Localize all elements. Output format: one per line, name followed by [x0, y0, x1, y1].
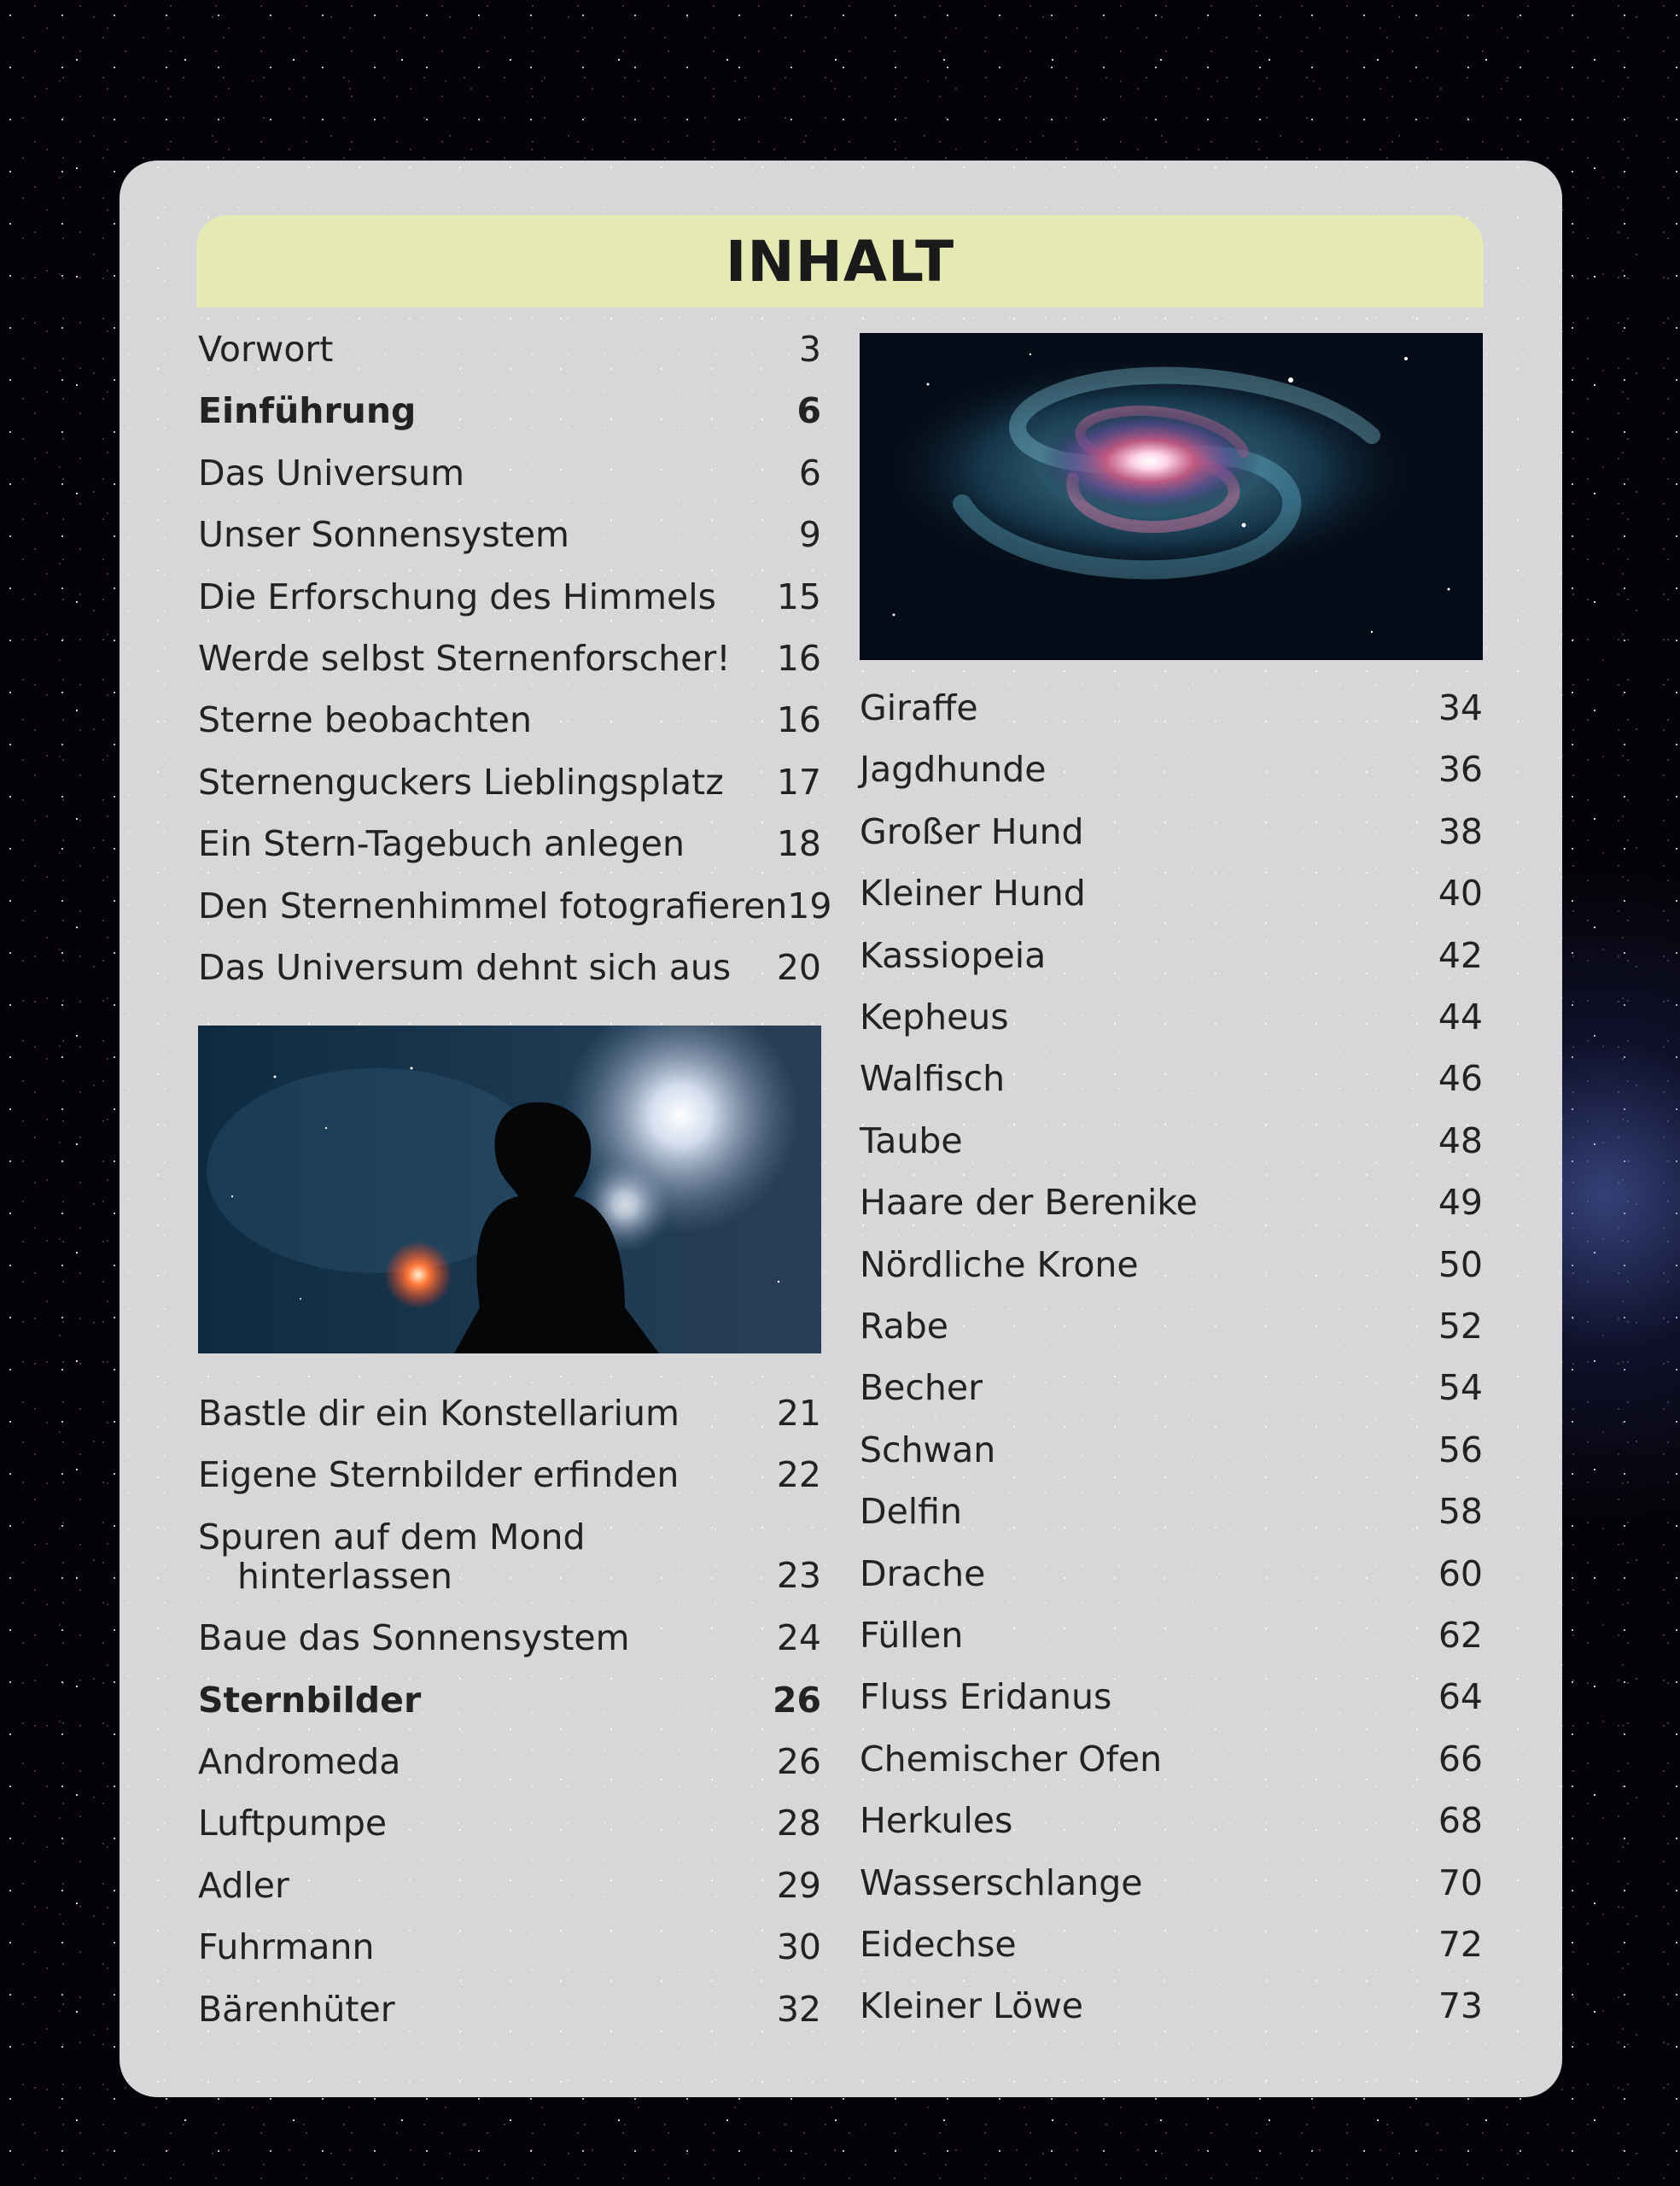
toc-entry-title: Walfisch [860, 1058, 1006, 1100]
toc-entry-title: Werde selbst Sternenforscher! [198, 638, 731, 679]
toc-entry-title: Das Universum dehnt sich aus [198, 947, 732, 988]
toc-entry [860, 681, 1483, 734]
toc-entry-title: Schwan [860, 1429, 996, 1470]
toc-entry-page-number: 21 [776, 1393, 821, 1434]
toc-entry [198, 1859, 821, 1912]
toc-entry-page-number: 28 [776, 1803, 821, 1844]
toc-entry [860, 1238, 1483, 1291]
toc-entry-page-number: 73 [1438, 1985, 1483, 2027]
toc-entry-page-number: 64 [1438, 1676, 1483, 1718]
toc-entry-title: Unser Sonnensystem [198, 514, 569, 556]
toc-entry [198, 693, 821, 746]
toc-entry-title: Die Erforschung des Himmels [198, 576, 716, 617]
toc-entry [198, 323, 821, 376]
toc-entry-title: Becher [860, 1367, 983, 1409]
toc-entry [198, 1611, 821, 1664]
toc-entry-page-number: 42 [1438, 934, 1483, 976]
toc-entry-page-number: 18 [776, 823, 821, 865]
toc-entry [198, 1674, 821, 1727]
toc-entry [860, 1485, 1483, 1538]
toc-entry [198, 1735, 821, 1788]
toc-entry-title: Eigene Sternbilder erfinden [198, 1454, 680, 1496]
toc-entry-page-number: 6 [798, 452, 821, 494]
toc-entry-page-number: 16 [776, 699, 821, 741]
toc-entry-page-number: 30 [776, 1926, 821, 1968]
toc-entry-page-number: 72 [1438, 1924, 1483, 1965]
toc-entry-page-number: 24 [776, 1617, 821, 1659]
toc-entry [860, 1918, 1483, 1971]
toc-entry-page-number: 62 [1438, 1615, 1483, 1656]
toc-entry-page-number: 19 [787, 885, 832, 926]
toc-entry [860, 1733, 1483, 1786]
toc-entry-title: Luftpumpe [198, 1803, 388, 1844]
toc-entry-title: Kleiner Löwe [860, 1985, 1083, 2027]
toc-entry-page-number: 20 [776, 947, 821, 988]
toc-entry [860, 1856, 1483, 1909]
toc-entry [860, 743, 1483, 796]
toc-entry-title: Den Sternenhimmel fotografieren [198, 885, 788, 926]
toc-entry-title: Fuhrmann [198, 1926, 375, 1968]
toc-entry-title: Delfin [860, 1491, 962, 1533]
spiral-galaxy-image [860, 333, 1483, 660]
toc-entry-title: Großer Hund [860, 810, 1084, 852]
toc-entry-title: Wasserschlange [860, 1862, 1143, 1903]
page-title: INHALT [725, 228, 955, 295]
toc-entry-title: Füllen [860, 1615, 964, 1656]
toc-entry-title: Das Universum [198, 452, 465, 494]
toc-entry-title: Eidechse [860, 1924, 1017, 1965]
toc-entry [198, 817, 821, 870]
toc-entry [860, 991, 1483, 1043]
toc-entry-title: Nördliche Krone [860, 1243, 1139, 1285]
toc-entry-title: Einführung [198, 390, 417, 432]
toc-entry-page-number: 6 [796, 390, 821, 432]
toc-entry-title: Rabe [860, 1306, 948, 1347]
toc-entry-page-number: 52 [1438, 1306, 1483, 1347]
toc-entry-title: Fluss Eridanus [860, 1676, 1112, 1718]
toc-entry-title: Bastle dir ein Konstellarium [198, 1393, 680, 1434]
stargazer-silhouette-image [198, 1026, 821, 1353]
toc-entry [860, 1114, 1483, 1167]
toc-entry-page-number: 50 [1438, 1243, 1483, 1285]
toc-entry-page-number: 56 [1438, 1429, 1483, 1470]
toc-entry-page-number: 44 [1438, 997, 1483, 1037]
toc-entry-title: Giraffe [860, 687, 978, 728]
toc-entry [198, 941, 821, 994]
toc-entry-title: Sternbilder [198, 1679, 422, 1721]
toc-entry-page-number: 38 [1438, 810, 1483, 852]
toc-entry [198, 880, 832, 932]
toc-entry [860, 1547, 1483, 1600]
toc-entry-title: Haare der Berenike [860, 1182, 1198, 1224]
toc-entry-page-number: 22 [776, 1454, 821, 1496]
toc-entry-page-number: 46 [1438, 1058, 1483, 1100]
toc-entry [198, 1511, 821, 1596]
toc-entry-page-number: 26 [772, 1679, 821, 1721]
toc-entry-page-number: 34 [1438, 687, 1483, 728]
toc-entry-title: Kepheus [860, 997, 1009, 1037]
toc-entry [198, 447, 821, 500]
toc-entry-page-number: 3 [798, 329, 821, 370]
toc-entry-title: Sternenguckers Lieblingsplatz [198, 761, 724, 803]
toc-entry-page-number: 16 [776, 638, 821, 679]
toc-entry-page-number: 48 [1438, 1119, 1483, 1161]
toc-entry-title: Adler [198, 1864, 289, 1906]
toc-entry-page-number: 58 [1438, 1491, 1483, 1533]
toc-entry-title: Kassiopeia [860, 934, 1047, 976]
toc-entry [860, 1979, 1483, 2032]
toc-entry-title: Taube [860, 1119, 963, 1161]
toc-entry [860, 1609, 1483, 1662]
toc-entry-title: Chemischer Ofen [860, 1738, 1163, 1780]
toc-entry [198, 1797, 821, 1850]
title-banner [196, 215, 1484, 307]
toc-entry [198, 632, 821, 685]
toc-entry-page-number: 17 [776, 761, 821, 803]
toc-entry [860, 1423, 1483, 1476]
toc-entry [198, 384, 821, 437]
toc-entry-page-number: 32 [776, 1988, 821, 2030]
toc-entry [198, 570, 821, 623]
toc-entry-title: Ein Stern-Tagebuch anlegen [198, 823, 685, 865]
toc-entry [860, 1052, 1483, 1105]
toc-entry-page-number: 29 [776, 1864, 821, 1906]
toc-entry [860, 867, 1483, 920]
toc-entry [860, 1794, 1483, 1847]
toc-entry-page-number: 70 [1438, 1862, 1483, 1903]
toc-entry-page-number: 49 [1438, 1182, 1483, 1224]
toc-entry [860, 929, 1483, 982]
toc-entry-page-number: 36 [1438, 749, 1483, 791]
toc-entry [860, 1300, 1483, 1353]
toc-entry-title: Sterne beobachten [198, 699, 533, 741]
toc-entry-title: Bärenhüter [198, 1988, 395, 2030]
toc-entry-title: Drache [860, 1552, 986, 1594]
toc-entry [860, 1176, 1483, 1229]
toc-entry-title: Herkules [860, 1800, 1013, 1842]
toc-entry [198, 1387, 821, 1440]
toc-entry-page-number: 9 [798, 514, 821, 556]
toc-entry-title: Kleiner Hund [860, 873, 1086, 915]
toc-entry-page-number: 40 [1438, 873, 1483, 915]
toc-entry [198, 508, 821, 561]
toc-entry-title: Andromeda [198, 1741, 401, 1782]
toc-entry-page-number: 60 [1438, 1552, 1483, 1594]
toc-entry-page-number: 15 [776, 576, 821, 617]
toc-entry-page-number: 66 [1438, 1738, 1483, 1780]
toc-entry [198, 1983, 821, 2036]
toc-entry [198, 1920, 821, 1973]
toc-entry-title: Vorwort [198, 329, 334, 370]
toc-entry [860, 1670, 1483, 1723]
toc-entry [198, 756, 821, 809]
toc-entry-title: Jagdhunde [860, 749, 1047, 791]
toc-entry-page-number: 26 [776, 1741, 821, 1782]
toc-entry-page-number: 23 [776, 1554, 821, 1596]
toc-entry-title: Spuren auf dem Mond hinterlassen [198, 1516, 586, 1597]
toc-entry [860, 805, 1483, 858]
toc-entry-title: Baue das Sonnensystem [198, 1617, 630, 1659]
toc-entry [198, 1448, 821, 1501]
toc-entry [860, 1361, 1483, 1414]
toc-entry-page-number: 54 [1438, 1367, 1483, 1409]
toc-entry-page-number: 68 [1438, 1800, 1483, 1842]
